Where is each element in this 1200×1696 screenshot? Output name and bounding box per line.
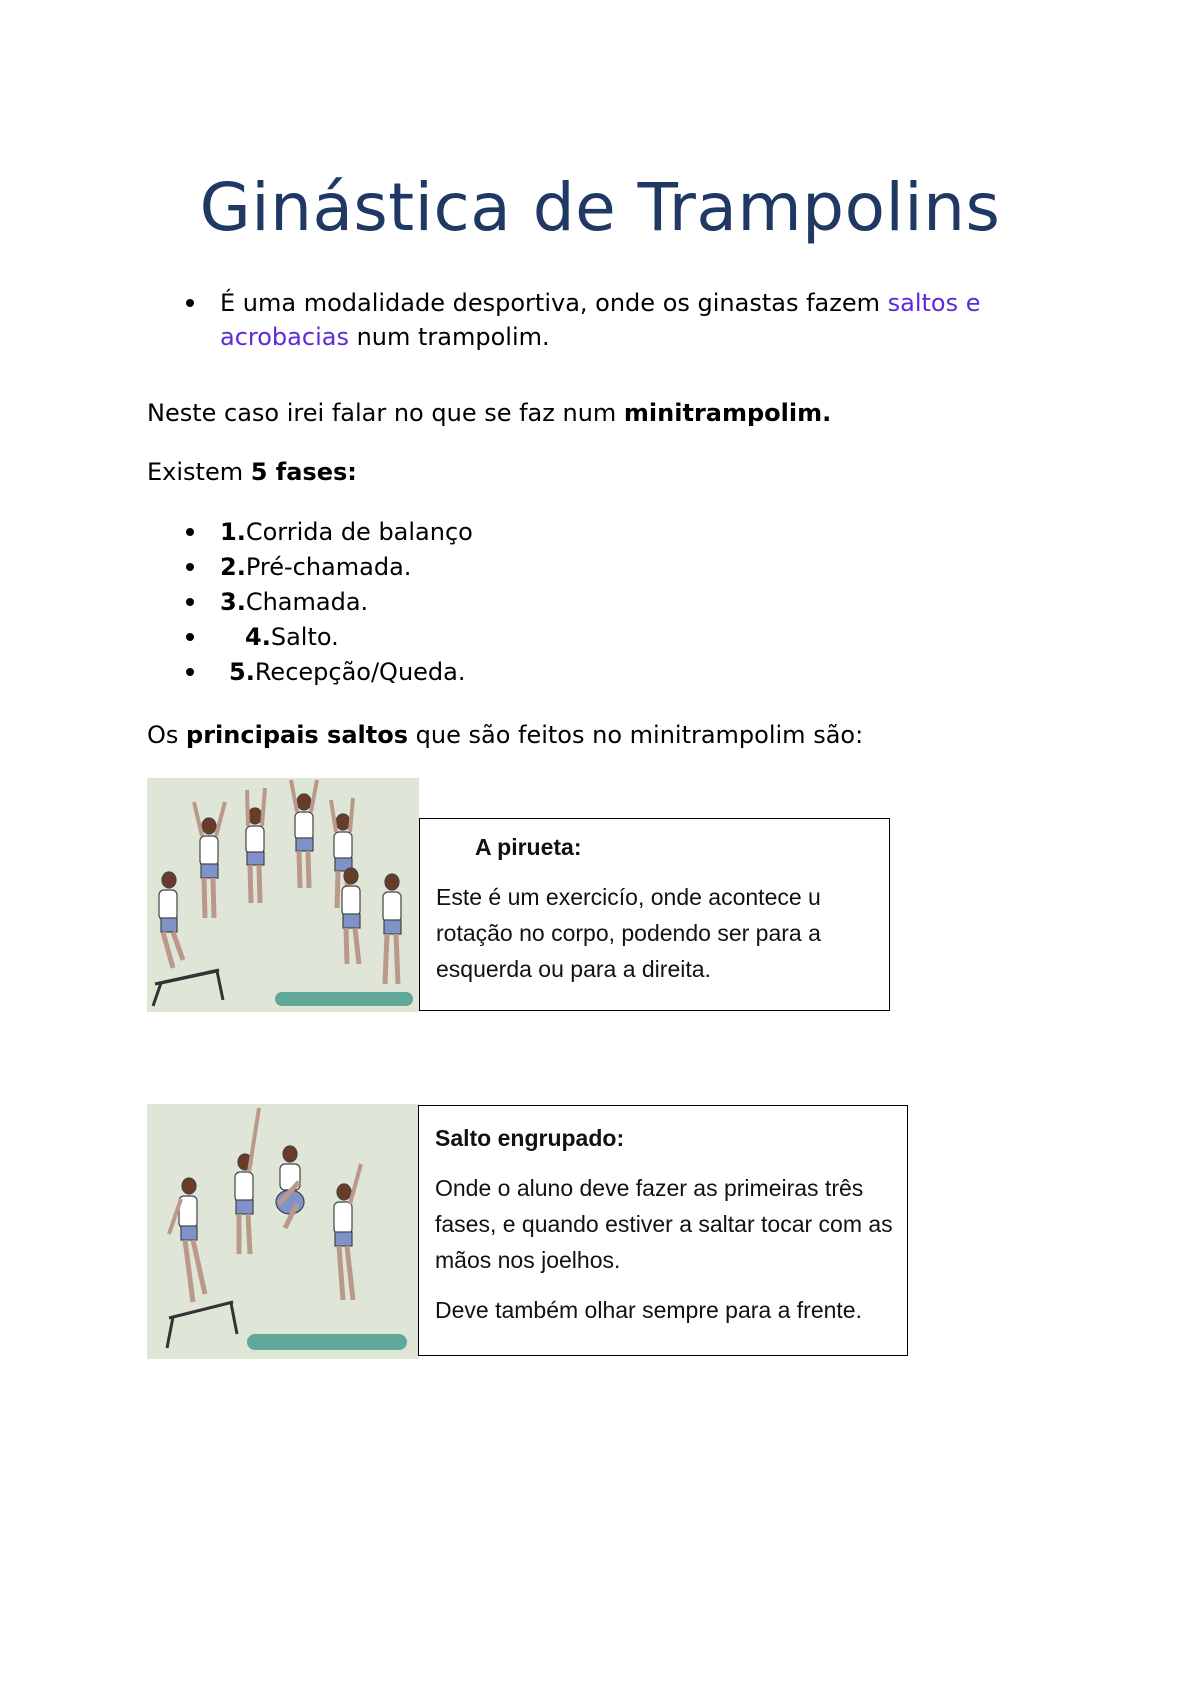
phase-number: 3. — [220, 588, 246, 616]
phase-item — [220, 585, 473, 620]
phase-item — [220, 550, 473, 585]
bullet-icon — [186, 563, 194, 571]
phase-number: 4. — [245, 623, 271, 651]
intro-text-end: num trampolim. — [348, 323, 550, 351]
bullet-icon — [186, 668, 194, 676]
bullet-icon — [186, 299, 194, 307]
jumps-text-start: Os — [147, 721, 187, 749]
tuck-jump-title: Salto engrupado: — [435, 1125, 625, 1151]
case-paragraph — [147, 396, 831, 430]
phase-number: 5. — [229, 658, 255, 686]
pirouette-figures-image — [147, 778, 419, 1012]
phases-list — [220, 515, 473, 690]
phase-label: Pré-chamada. — [245, 553, 412, 581]
pirouette-title: A pirueta: — [475, 834, 582, 860]
intro-list — [220, 286, 1090, 354]
jumps-intro-paragraph — [147, 718, 863, 752]
pirouette-description: Este é um exercicío, onde acontece u rotação no corpo, podendo ser para a esquerda ou para a direita. — [436, 884, 821, 982]
phase-item — [220, 515, 473, 550]
bullet-icon — [186, 528, 194, 536]
case-bold: minitrampolim. — [623, 399, 832, 427]
case-text: Neste caso irei falar no que se faz num — [147, 399, 624, 427]
phase-number: 2. — [220, 553, 246, 581]
phases-heading-bold: 5 fases: — [250, 458, 357, 486]
pirouette-illustration — [147, 778, 419, 1012]
jumps-text-end: que são feitos no minitrampolim são: — [408, 721, 864, 749]
phase-item — [220, 620, 473, 655]
tuck-jump-textbox — [418, 1105, 908, 1356]
phase-label: Salto. — [270, 623, 339, 651]
pirouette-textbox — [419, 818, 890, 1011]
intro-text: É uma modalidade desportiva, onde os ginastas fazem — [220, 289, 888, 317]
phase-number: 1. — [220, 518, 246, 546]
intro-highlight: saltos e acrobacias — [220, 289, 981, 351]
document-title: Ginástica de Trampolins — [199, 169, 1001, 246]
bullet-icon — [186, 598, 194, 606]
bullet-icon — [186, 633, 194, 641]
phase-label: Recepção/Queda. — [254, 658, 466, 686]
tuck-jump-figures-image — [147, 1104, 419, 1359]
tuck-jump-illustration — [147, 1104, 419, 1359]
tuck-jump-description: Onde o aluno deve fazer as primeiras três fases, e quando estiver a saltar tocar com as mãos nos joelhos. — [435, 1175, 893, 1273]
phase-item — [220, 655, 473, 690]
tuck-jump-description-2: Deve também olhar sempre para a frente. — [435, 1297, 862, 1323]
phase-label: Corrida de balanço — [245, 518, 473, 546]
phase-label: Chamada. — [245, 588, 369, 616]
jumps-bold: principais saltos — [186, 721, 409, 749]
intro-bullet — [220, 286, 1090, 354]
phases-heading — [147, 455, 357, 489]
phases-heading-text: Existem — [147, 458, 251, 486]
